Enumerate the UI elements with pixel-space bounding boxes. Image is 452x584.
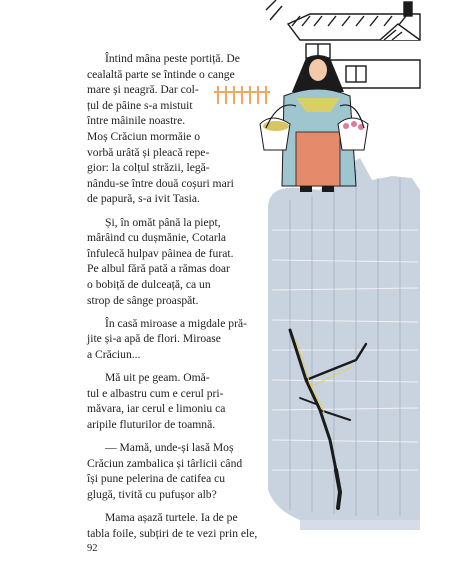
text-line: mare și neagră. Dar col- [87, 83, 199, 97]
text-line: o bobiță de dulceață, ca un [87, 278, 211, 291]
text-line: tul e albastru cum e cerul pri- [87, 386, 224, 400]
text-line: de papură, s-a ivit Tasia. [87, 192, 200, 206]
text-line: tabla foile, subțiri de te vezi prin ele, [87, 526, 258, 540]
text-line: Și, în omăt până la piept, [105, 215, 221, 229]
text-line: vorbă urâtă și pleacă repe- [87, 145, 210, 159]
text-line: — Mamă, unde-și lasă Moș [105, 441, 234, 455]
text-line: mârâind cu dușmănie, Cotarla [87, 231, 227, 245]
snow-fence [268, 158, 420, 530]
text-line: nându-se între două coșuri mari [87, 176, 234, 190]
text-line: Pe albul fără pată a rămas doar [87, 262, 230, 276]
text-line: glugă, tivită cu pufușor alb? [87, 488, 217, 501]
text-line: Moș Crăciun mormăie o [87, 130, 201, 143]
text-line: Crăciun zambalica și târlicii când [87, 456, 243, 470]
text-line: țul de pâine s-a mistuit [87, 98, 193, 112]
text-line: Întind mâna peste portiță. De [105, 52, 240, 65]
text-line: gior: la colțul străzii, legă- [87, 161, 210, 175]
text-line: aripile fluturilor de toamnă. [87, 418, 216, 431]
text-line: între mâinile noastre. [87, 114, 186, 128]
text-line: jite și-a apă de flori. Miroase [87, 332, 221, 346]
text-line: cealaltă parte se întinde o cange [87, 67, 235, 81]
text-line: Mama așază turtele. Ia de pe [105, 511, 238, 525]
text-line: a Crăciun... [87, 348, 141, 361]
text-line: înfulecă hulpav pâinea de furat. [87, 246, 234, 260]
text-line: Mă uit pe geam. Omă- [105, 371, 210, 385]
page-number: 92 [87, 543, 98, 554]
text-line: își pune pelerina de catifea cu [87, 472, 226, 486]
orange-fence [214, 86, 270, 104]
text-line: măvara, iar cerul e limoniu ca [87, 402, 226, 416]
village-roofs [266, 0, 420, 88]
text-line: strop de sânge proaspăt. [87, 293, 199, 307]
text-line: În casă miroase a migdale pră- [105, 316, 247, 330]
